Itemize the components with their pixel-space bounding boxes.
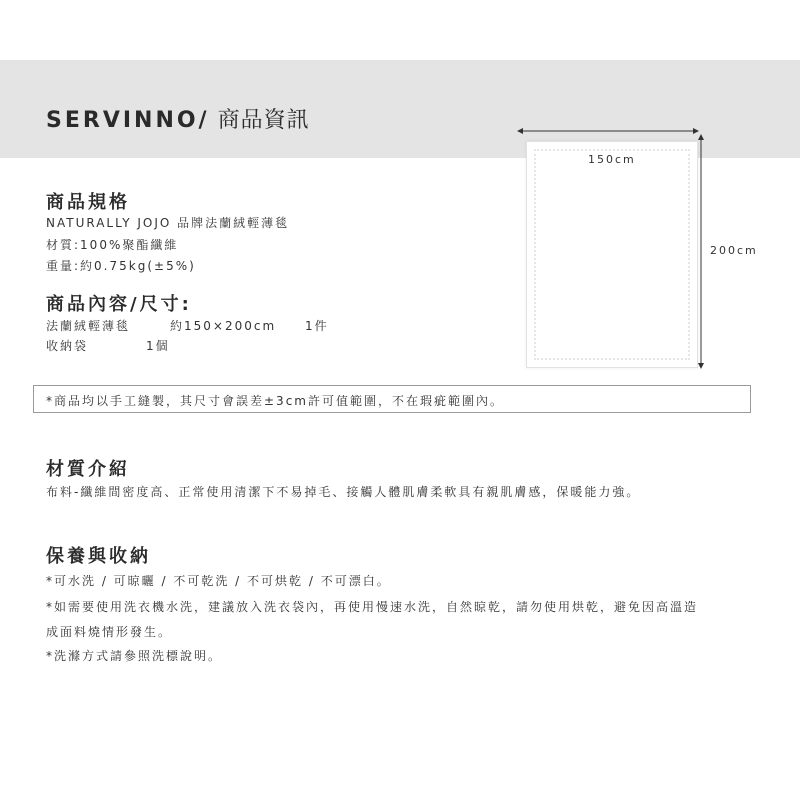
note-box <box>33 385 751 413</box>
care-line: *洗滌方式請參照洗標說明。 <box>46 649 223 663</box>
material-text: 布料-纖維間密度高、正常使用清潔下不易掉毛、接觸人體肌膚柔軟具有親肌膚感，保暖能力強。 <box>46 485 641 499</box>
blanket-shape <box>526 141 698 368</box>
contents-heading: 商品內容/尺寸: <box>46 294 192 315</box>
height-label: 200cm <box>710 244 758 257</box>
item-name: 收納袋 <box>46 339 89 353</box>
item-qty: 1個 <box>146 339 170 353</box>
item-qty: 1件 <box>305 319 329 333</box>
width-label: 150cm <box>588 153 636 166</box>
note-text: *商品均以手工縫製，其尺寸會誤差±3cm許可值範圍，不在瑕疵範圍內。 <box>46 394 504 408</box>
care-heading: 保養與收納 <box>46 546 151 567</box>
page-title <box>46 103 310 134</box>
item-size: 約150×200cm <box>170 319 277 333</box>
care-line: *如需要使用洗衣機水洗，建議放入洗衣袋內，再使用慢速水洗，自然晾乾，請勿使用烘乾，避免因高溫造 <box>46 600 699 614</box>
blanket-stitching <box>534 149 690 360</box>
material-heading: 材質介紹 <box>46 459 130 480</box>
spec-line: 重量:約0.75kg(±5%) <box>46 259 196 273</box>
spec-line: NATURALLY JOJO 品牌法蘭絨輕薄毯 <box>46 216 290 230</box>
care-line: 成面料燒情形發生。 <box>46 625 173 639</box>
specs-heading: 商品規格 <box>46 192 130 213</box>
page-title-text: 商品資訊 <box>209 108 310 133</box>
spec-line: 材質:100%聚酯纖維 <box>46 238 179 252</box>
item-name: 法蘭絨輕薄毯 <box>46 319 131 333</box>
blanket-diagram <box>510 125 770 375</box>
care-line: *可水洗 / 可晾曬 / 不可乾洗 / 不可烘乾 / 不可漂白。 <box>46 574 391 588</box>
brand-name: SERVINNO/ <box>46 108 210 133</box>
